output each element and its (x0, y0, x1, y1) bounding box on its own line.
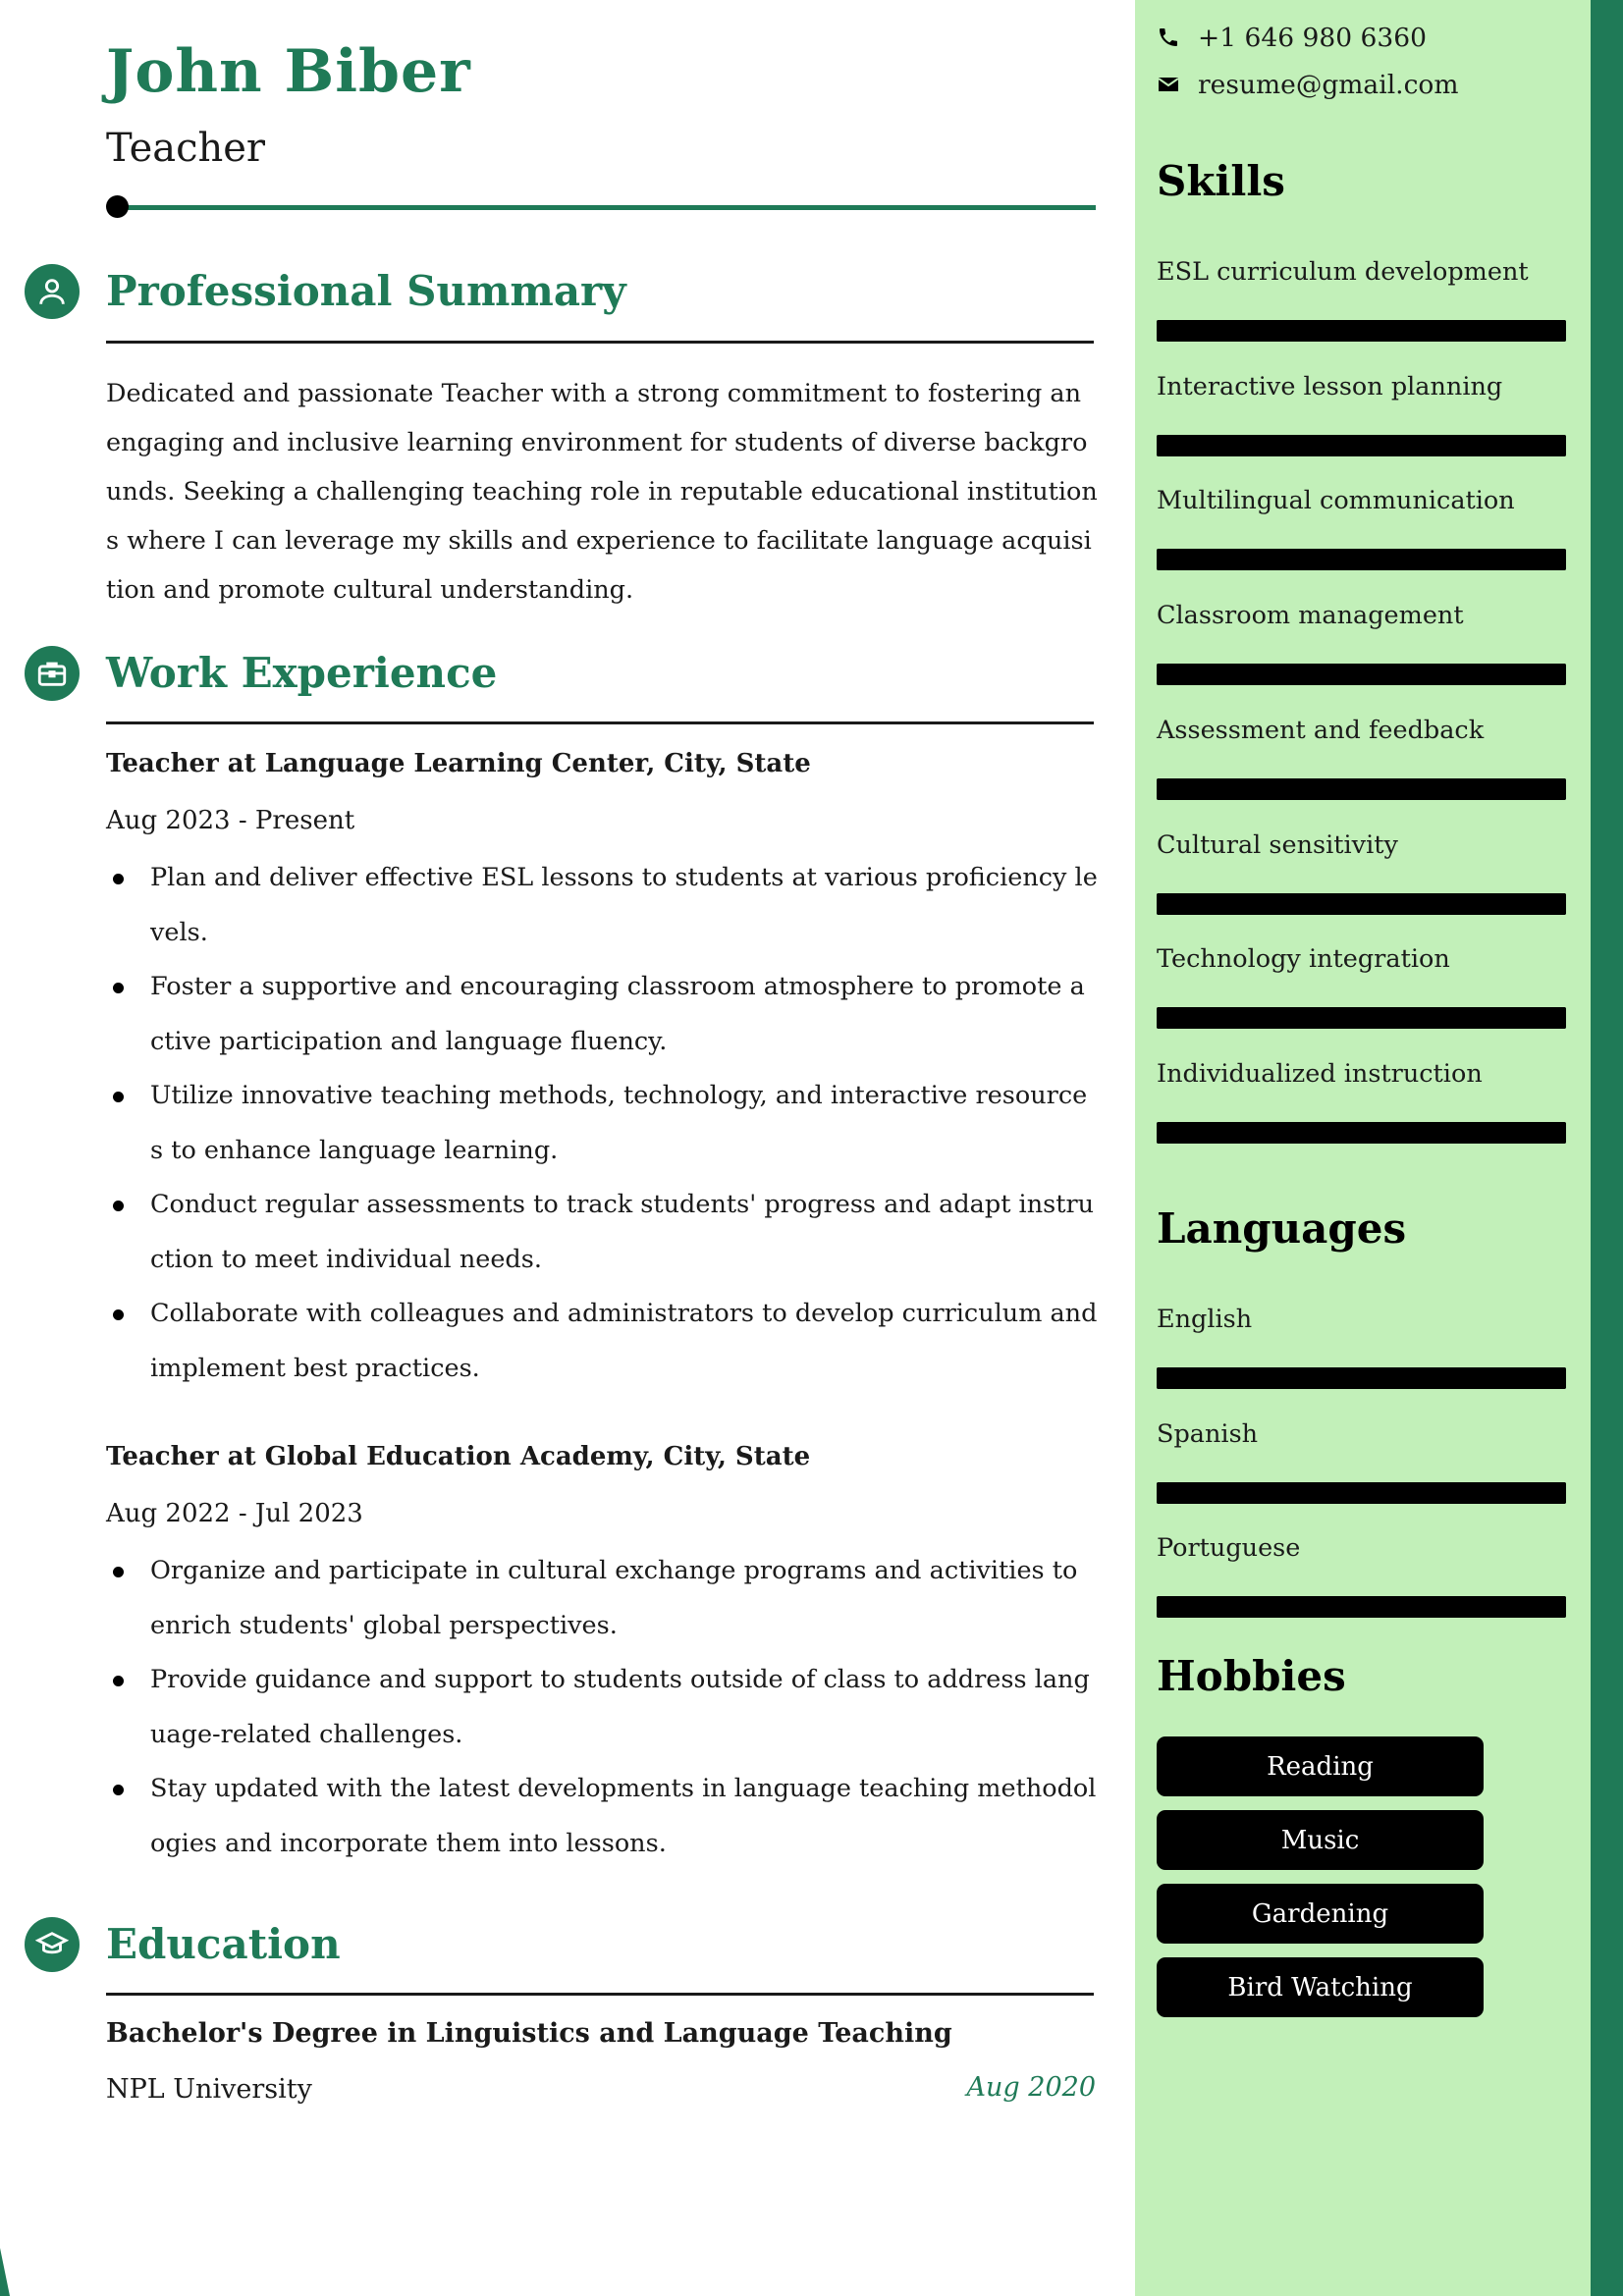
summary-rule (106, 341, 1094, 344)
experience-heading: Work Experience (106, 649, 498, 697)
job-dates: Aug 2022 - Jul 2023 (106, 1499, 363, 1528)
skills-level-fill (1157, 435, 1566, 456)
languages-level-bar (1157, 1367, 1566, 1389)
languages-level-fill (1157, 1482, 1566, 1504)
job-heading: Teacher at Global Education Academy, City, State (106, 1442, 811, 1471)
skills-level-bar (1157, 435, 1566, 456)
graduation-cap-icon (25, 1917, 80, 1972)
languages-item-label: English (1157, 1305, 1253, 1334)
skills-level-bar (1157, 1007, 1566, 1029)
summary-heading: Professional Summary (106, 267, 626, 315)
phone-icon (1157, 26, 1180, 49)
skills-item-label: Assessment and feedback (1157, 715, 1485, 745)
skills-item-label: Classroom management (1157, 601, 1464, 631)
skills-level-bar (1157, 664, 1566, 685)
skills-item-label: Individualized instruction (1157, 1058, 1483, 1089)
skills-level-fill (1157, 320, 1566, 342)
skills-heading: Skills (1157, 157, 1285, 205)
user-icon (25, 264, 80, 319)
envelope-icon (1157, 73, 1180, 96)
skills-level-bar (1157, 549, 1566, 570)
hobby-pill: Music (1157, 1810, 1484, 1870)
education-school: NPL University (106, 2074, 312, 2105)
job-heading: Teacher at Language Learning Center, City, State (106, 749, 811, 778)
job-bullets (106, 1544, 1098, 1871)
languages-level-bar (1157, 1482, 1566, 1504)
skills-level-bar (1157, 320, 1566, 342)
skills-level-bar (1157, 893, 1566, 915)
skills-level-bar (1157, 778, 1566, 800)
skills-item-label: ESL curriculum development (1157, 257, 1529, 287)
education-rule (106, 1993, 1094, 1996)
languages-item-label: Spanish (1157, 1418, 1259, 1449)
job-bullet: Stay updated with the latest developments in language teaching methodologies and incorporate them into lessons. (106, 1762, 1098, 1871)
education-date: Aug 2020 (966, 2072, 1096, 2103)
hobbies-heading: Hobbies (1157, 1652, 1346, 1700)
corner-decoration (0, 2248, 10, 2296)
experience-rule (106, 721, 1094, 724)
job-bullet: Utilize innovative teaching methods, technology, and interactive resources to enhance language learning. (106, 1069, 1098, 1178)
skills-level-bar (1157, 1122, 1566, 1144)
job-bullet: Foster a supportive and encouraging classroom atmosphere to promote active participation and language fluency. (106, 960, 1098, 1069)
job-bullets (106, 851, 1098, 1396)
languages-level-bar (1157, 1596, 1566, 1618)
languages-item-label: Portuguese (1157, 1533, 1301, 1564)
job-bullet: Collaborate with colleagues and administrators to develop curriculum and implement best practices. (106, 1287, 1098, 1396)
skills-level-fill (1157, 549, 1566, 570)
languages-heading: Languages (1157, 1204, 1407, 1253)
hobby-pill: Gardening (1157, 1884, 1484, 1944)
education-heading: Education (106, 1920, 341, 1968)
contact-email-text: resume@gmail.com (1198, 69, 1459, 100)
hobby-pill: Bird Watching (1157, 1957, 1484, 2017)
skills-item-label: Multilingual communication (1157, 486, 1515, 516)
skills-level-fill (1157, 778, 1566, 800)
languages-level-fill (1157, 1367, 1566, 1389)
summary-text: Dedicated and passionate Teacher with a strong commitment to fostering an engaging and inclusive learning environment for students of diverse backgrounds. Seeking a challenging teaching role in reputable educational institutions where I can leverage my skills and experience to facilitate language acquisition and promote cultural understanding. (106, 379, 1098, 605)
briefcase-icon (25, 646, 80, 701)
job-bullet: Plan and deliver effective ESL lessons to students at various proficiency levels. (106, 851, 1098, 960)
candidate-title: Teacher (106, 126, 266, 171)
skills-level-fill (1157, 1007, 1566, 1029)
education-degree: Bachelor's Degree in Linguistics and Language Teaching (106, 2018, 952, 2049)
title-dot (106, 195, 129, 218)
skills-level-fill (1157, 664, 1566, 685)
skills-item-label: Cultural sensitivity (1157, 829, 1398, 860)
job-bullet: Conduct regular assessments to track students' progress and adapt instruction to meet individual needs. (106, 1178, 1098, 1287)
title-rule (114, 205, 1096, 210)
contact-phone[interactable] (1157, 18, 1427, 57)
accent-band (1591, 0, 1623, 2296)
skills-level-fill (1157, 893, 1566, 915)
contact-phone-text: +1 646 980 6360 (1198, 22, 1427, 53)
languages-level-fill (1157, 1596, 1566, 1618)
candidate-name: John Biber (106, 37, 471, 106)
sidebar (1135, 0, 1591, 2296)
job-dates: Aug 2023 - Present (106, 806, 355, 835)
skills-level-fill (1157, 1122, 1566, 1144)
skills-item-label: Technology integration (1157, 944, 1450, 975)
hobby-pill: Reading (1157, 1736, 1484, 1796)
job-bullet: Provide guidance and support to students outside of class to address language-related challenges. (106, 1653, 1098, 1762)
skills-item-label: Interactive lesson planning (1157, 371, 1503, 401)
contact-email[interactable] (1157, 65, 1459, 104)
job-bullet: Organize and participate in cultural exchange programs and activities to enrich students' global perspectives. (106, 1544, 1098, 1653)
